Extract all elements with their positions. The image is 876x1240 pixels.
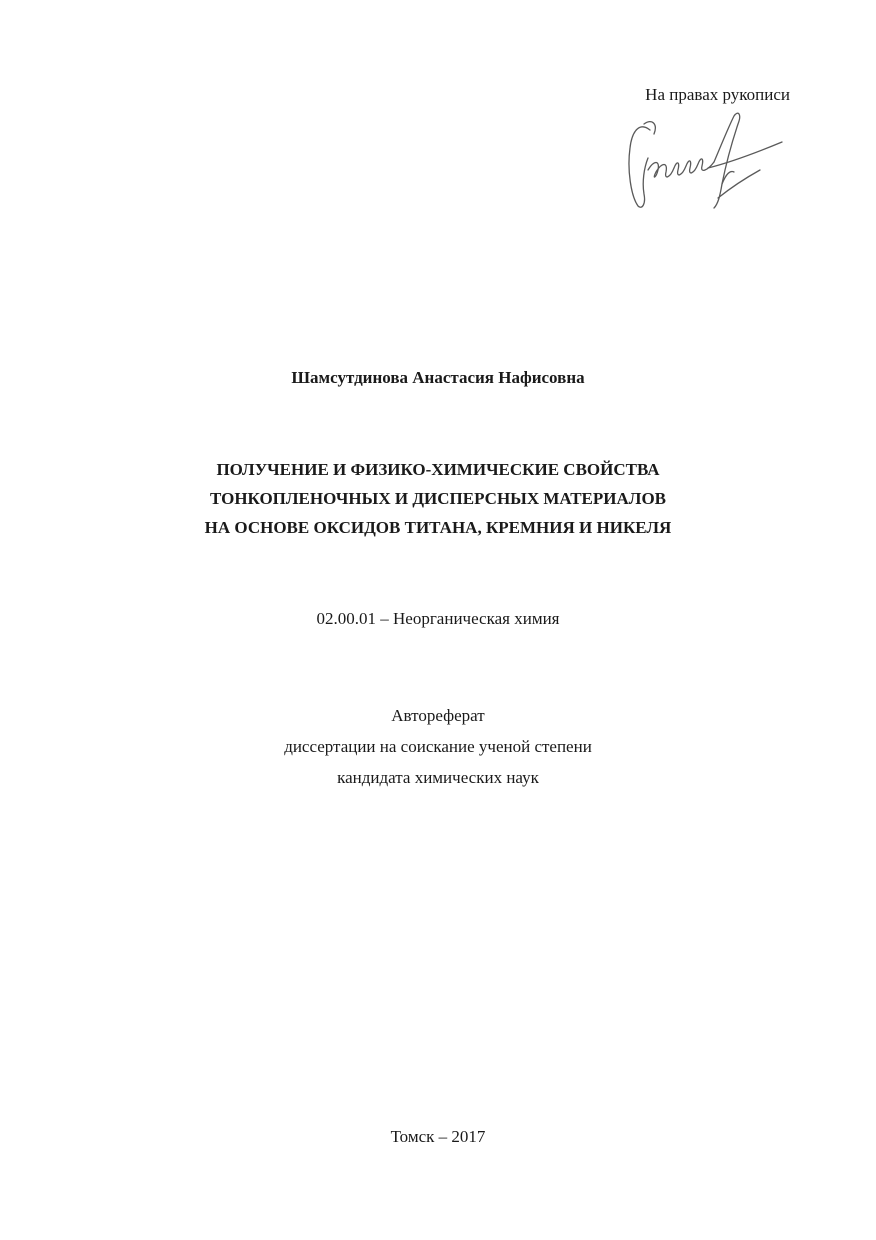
abstract-line: кандидата химических наук <box>337 768 539 787</box>
abstract-line: Автореферат <box>391 706 485 725</box>
handwritten-signature <box>622 108 787 216</box>
title-line: ТОНКОПЛЕНОЧНЫХ И ДИСПЕРСНЫХ МАТЕРИАЛОВ <box>209 489 667 508</box>
title-line: ПОЛУЧЕНИЕ И ФИЗИКО-ХИМИЧЕСКИЕ СВОЙСТВА <box>216 460 660 479</box>
specialty-code: 02.00.01 – Неорганическая химия <box>316 609 560 628</box>
abstract-description <box>0 700 876 793</box>
author-name: Шамсутдинова Анастасия Нафисовна <box>291 368 585 387</box>
abstract-line: диссертации на соискание ученой степени <box>284 737 592 756</box>
title-line: НА ОСНОВЕ ОКСИДОВ ТИТАНА, КРЕМНИЯ И НИКЕЛЯ <box>204 518 672 537</box>
rights-notice: На правах рукописи <box>645 85 790 104</box>
city-year: Томск – 2017 <box>390 1127 486 1146</box>
dissertation-title <box>0 455 876 542</box>
